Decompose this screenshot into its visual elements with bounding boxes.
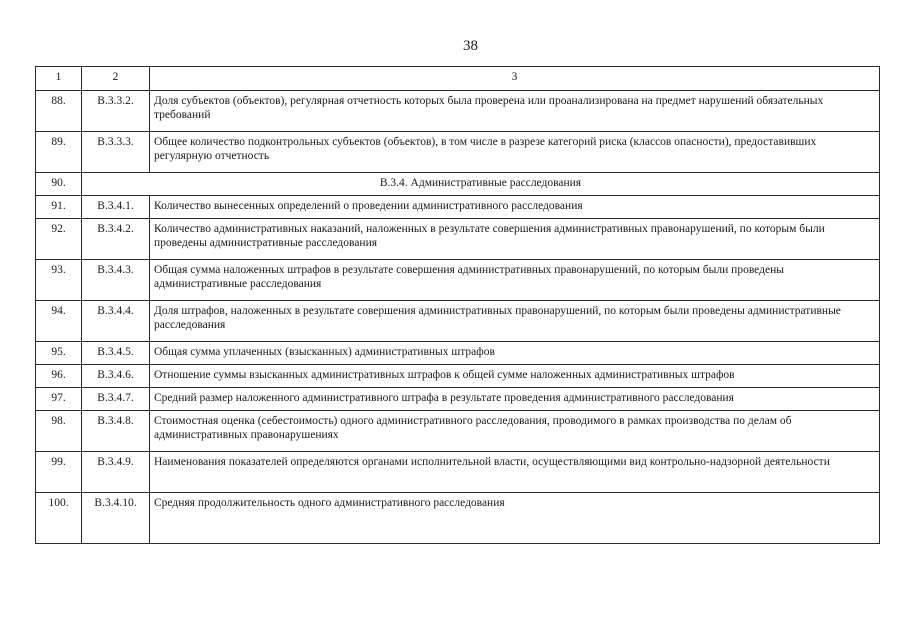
header-col-2: 2: [82, 67, 150, 91]
row-number: 98.: [36, 411, 82, 452]
header-col-3: 3: [150, 67, 880, 91]
indicator-description: Общая сумма уплаченных (взысканных) административных штрафов: [150, 342, 880, 365]
indicator-code: В.3.4.7.: [82, 388, 150, 411]
header-col-1: 1: [36, 67, 82, 91]
table-row: [36, 301, 880, 342]
row-number: 94.: [36, 301, 82, 342]
indicator-code: В.3.3.2.: [82, 91, 150, 132]
indicator-code: В.3.4.1.: [82, 196, 150, 219]
indicator-code: В.3.4.4.: [82, 301, 150, 342]
row-number: 89.: [36, 132, 82, 173]
table-row: [36, 219, 880, 260]
indicator-code: В.3.4.2.: [82, 219, 150, 260]
indicator-code: В.3.4.8.: [82, 411, 150, 452]
table-row: [36, 411, 880, 452]
row-number: 95.: [36, 342, 82, 365]
table-row: [36, 365, 880, 388]
indicator-description: Доля штрафов, наложенных в результате совершения административных правонарушений, по которым были проведены административные расследования: [150, 301, 880, 342]
indicator-description: Количество вынесенных определений о проведении административного расследования: [150, 196, 880, 219]
indicator-description: Общая сумма наложенных штрафов в результате совершения административных правонарушений, по которым были проведены административные расследования: [150, 260, 880, 301]
indicator-code: В.3.4.5.: [82, 342, 150, 365]
indicator-description: Средний размер наложенного административного штрафа в результате проведения административного расследования: [150, 388, 880, 411]
row-number: 91.: [36, 196, 82, 219]
table-row: [36, 388, 880, 411]
table-header-row: [36, 67, 880, 91]
indicator-description: Доля субъектов (объектов), регулярная отчетность которых была проверена или проанализирована на предмет нарушений обязательных требований: [150, 91, 880, 132]
section-title: В.3.4. Административные расследования: [82, 173, 880, 196]
row-number: 100.: [36, 493, 82, 544]
indicator-code: В.3.4.6.: [82, 365, 150, 388]
table-row: [36, 91, 880, 132]
indicator-description: Отношение суммы взысканных административных штрафов к общей сумме наложенных административных штрафов: [150, 365, 880, 388]
indicator-description: Количество административных наказаний, наложенных в результате совершения административных правонарушений, по которым были проведены административные расследования: [150, 219, 880, 260]
section-row: [36, 173, 880, 196]
row-number: 93.: [36, 260, 82, 301]
indicator-code: В.3.4.3.: [82, 260, 150, 301]
indicator-code: В.3.4.10.: [82, 493, 150, 544]
table-row: [36, 452, 880, 493]
row-number: 92.: [36, 219, 82, 260]
table-row: [36, 260, 880, 301]
row-number: 96.: [36, 365, 82, 388]
row-number: 88.: [36, 91, 82, 132]
table-row: [36, 493, 880, 544]
table-row: [36, 132, 880, 173]
indicator-description: Стоимостная оценка (себестоимость) одного административного расследования, проводимого в рамках производства по делам об административных правонарушениях: [150, 411, 880, 452]
row-number: 97.: [36, 388, 82, 411]
indicator-description: Общее количество подконтрольных субъектов (объектов), в том числе в разрезе категорий риска (классов опасности), предоставивших регулярную отчетность: [150, 132, 880, 173]
page-number: 38: [463, 38, 478, 54]
indicator-code: В.3.4.9.: [82, 452, 150, 493]
indicator-description: Средняя продолжительность одного административного расследования: [150, 493, 880, 544]
indicator-description: Наименования показателей определяются органами исполнительной власти, осуществляющими вид контрольно-надзорной деятельности: [150, 452, 880, 493]
row-number: 99.: [36, 452, 82, 493]
indicator-code: В.3.3.3.: [82, 132, 150, 173]
table-row: [36, 196, 880, 219]
indicators-table: [35, 66, 880, 544]
table-row: [36, 342, 880, 365]
row-number: 90.: [36, 173, 82, 196]
